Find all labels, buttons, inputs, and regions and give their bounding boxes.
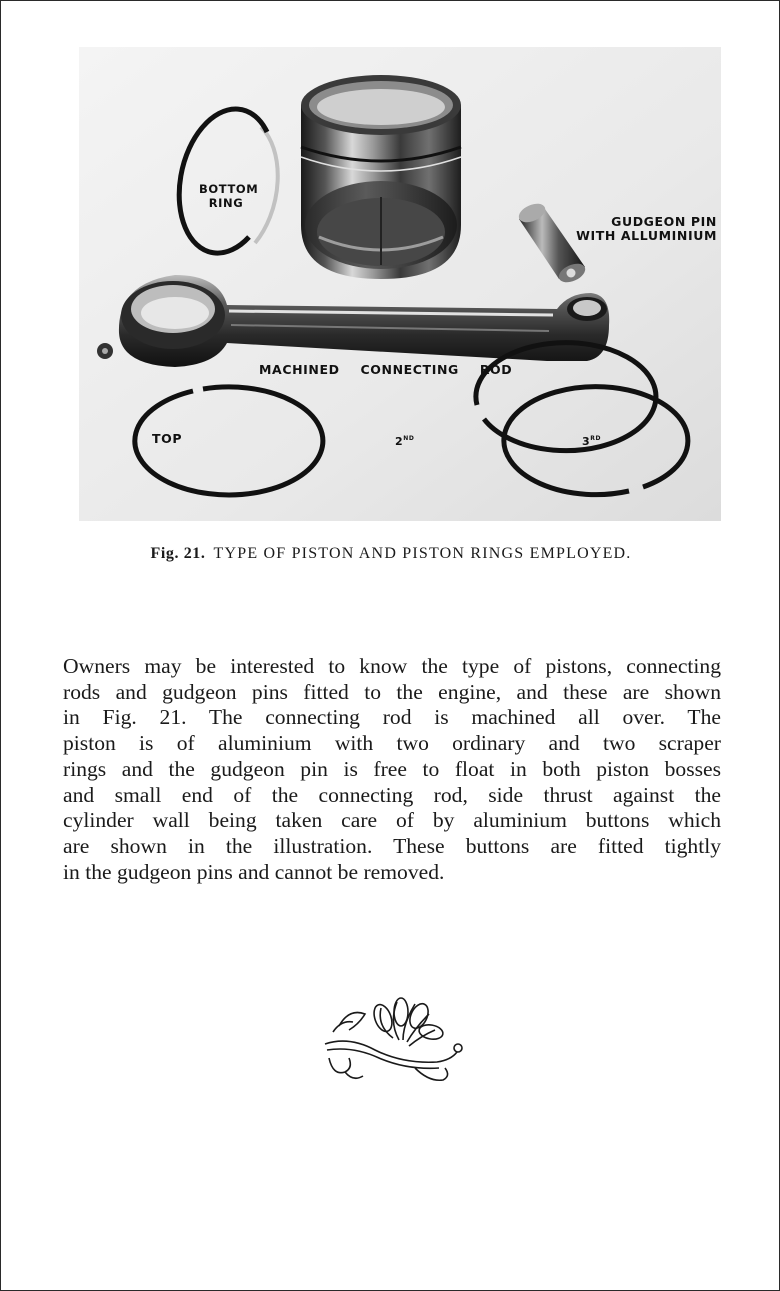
third-ring-label (582, 432, 601, 449)
body-line: in the gudgeon pins and cannot be removed. (63, 859, 445, 884)
third-ring-number: 3 (582, 435, 591, 448)
figure-photograph (79, 47, 721, 521)
body-line: rings and the gudgeon pin is free to float in both piston bosses (63, 756, 721, 781)
second-ring-label (395, 432, 414, 449)
body-line: Owners may be interested to know the type of pistons, connecting (63, 654, 721, 678)
top-ring-label: TOP (152, 431, 183, 446)
floral-ornament-icon (319, 996, 463, 1088)
gudgeon-pin-label-line1: GUDGEON PIN (611, 214, 717, 229)
body-line: are shown in the illustration. These buttons are fitted tightly (63, 833, 721, 858)
bottom-ring-label-line1: BOTTOM (199, 182, 259, 196)
figure-caption-text: TYPE OF PISTON AND PISTON RINGS EMPLOYED. (213, 545, 632, 562)
bottom-ring-label (199, 182, 259, 210)
second-ring-number: 2 (395, 435, 404, 448)
third-ring-suffix: RD (590, 435, 602, 442)
bottom-ring-label-line2: RING (208, 196, 244, 210)
body-line: in Fig. 21. The connecting rod is machined all over. The (63, 705, 721, 730)
body-line: and small end of the connecting rod, side thrust against the (63, 782, 721, 807)
piston-image (301, 75, 461, 279)
second-ring-suffix: ND (403, 435, 415, 442)
figure-caption (1, 545, 780, 563)
gudgeon-pin-label-line2: WITH ALLUMINIUM (576, 228, 717, 243)
figure-number: Fig. 21. (150, 545, 206, 562)
body-line: cylinder wall being taken care of by aluminium buttons which (63, 808, 721, 833)
body-line: piston is of aluminium with two ordinary and two scraper (63, 731, 721, 756)
connecting-rod-label: MACHINED CONNECTING ROD (259, 362, 513, 377)
gudgeon-pin-label (575, 215, 717, 243)
body-line: rods and gudgeon pins fitted to the engine, and these are shown (63, 679, 721, 704)
body-paragraph (63, 654, 721, 885)
